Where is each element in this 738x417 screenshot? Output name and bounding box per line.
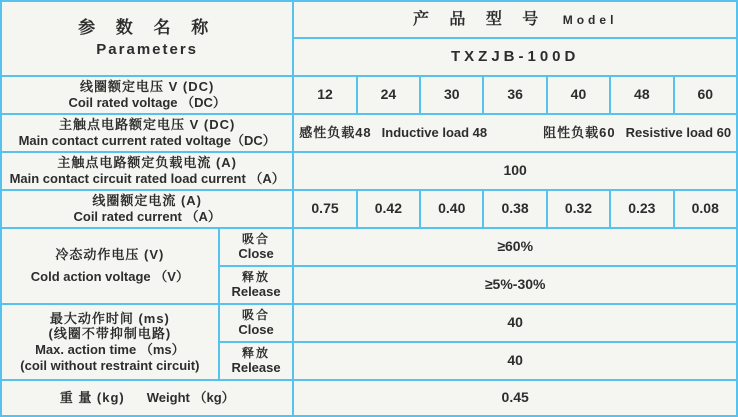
cold-voltage-release-value-cell xyxy=(293,266,737,304)
cold-voltage-label-zh: 冷态动作电压 (V) xyxy=(55,247,165,263)
release-label-en: Release xyxy=(231,284,281,300)
contact-voltage-label-cell xyxy=(1,114,293,152)
cold-voltage-release-value: ≥5%-30% xyxy=(484,276,546,293)
coil-voltage-value xyxy=(483,76,546,114)
contact-current-label-en: Main contact circuit rated load current （A） xyxy=(9,171,285,186)
inductive-load-zh: 感性负载48 xyxy=(299,125,372,141)
max-time-label-en-2: (coil without restraint circuit) xyxy=(20,357,200,373)
max-release-label-zh: 释放 xyxy=(242,346,271,360)
max-release-label-en: Release xyxy=(231,360,281,376)
coil-current-value xyxy=(357,190,420,228)
row-coil-voltage xyxy=(1,76,737,114)
close-label-zh: 吸合 xyxy=(242,232,271,246)
contact-voltage-label-zh: 主触点电路额定电压 V (DC) xyxy=(59,117,236,133)
coil-voltage-label-en: Coil rated voltage （DC） xyxy=(68,95,226,110)
resistive-load-zh: 阻性负载60 xyxy=(543,125,616,141)
cold-voltage-label-en: Cold action voltage （V） xyxy=(30,269,189,284)
row-max-time-close xyxy=(1,304,737,342)
coil-current-value-1: 0.42 xyxy=(374,200,402,217)
coil-current-value-3: 0.38 xyxy=(501,200,529,217)
row-coil-current xyxy=(1,190,737,228)
model-header-cell xyxy=(293,1,737,38)
max-close-label-en: Close xyxy=(238,322,274,338)
coil-current-value xyxy=(420,190,483,228)
cold-voltage-label-cell xyxy=(1,228,219,304)
contact-current-label-cell xyxy=(1,152,293,190)
max-close-label-zh: 吸合 xyxy=(242,308,271,322)
coil-voltage-value xyxy=(547,76,610,114)
coil-voltage-label-zh: 线圈额定电压 V (DC) xyxy=(80,79,215,95)
row-cold-voltage-close xyxy=(1,228,737,266)
params-title-en: Parameters xyxy=(96,40,199,58)
coil-voltage-value-4: 40 xyxy=(570,86,587,103)
coil-voltage-label-cell xyxy=(1,76,293,114)
coil-voltage-value xyxy=(610,76,673,114)
row-contact-voltage xyxy=(1,114,737,152)
max-time-label-zh-1: 最大动作时间 (ms) xyxy=(49,310,170,326)
coil-current-value xyxy=(293,190,356,228)
row-weight xyxy=(1,380,737,416)
model-number: TXZJB-100D xyxy=(450,48,580,66)
coil-voltage-value xyxy=(674,76,738,114)
coil-voltage-value-1: 24 xyxy=(380,86,397,103)
coil-current-value xyxy=(674,190,738,228)
max-time-close-value: 40 xyxy=(507,314,523,331)
coil-current-label-cell xyxy=(1,190,293,228)
coil-current-value-4: 0.32 xyxy=(564,200,593,217)
coil-current-value xyxy=(547,190,610,228)
contact-voltage-value-cell xyxy=(293,114,737,152)
max-time-label-cell xyxy=(1,304,219,380)
model-title-en: Model xyxy=(562,12,618,27)
model-title-zh: 产 品 型 号 xyxy=(412,10,547,28)
weight-label-cell xyxy=(1,380,293,416)
contact-voltage-label-en: Main contact current rated voltage（DC） xyxy=(18,133,276,148)
coil-current-value-2: 0.40 xyxy=(438,200,466,217)
coil-voltage-value-5: 48 xyxy=(634,86,650,103)
cold-voltage-close-value-cell xyxy=(293,228,737,266)
release-label-zh: 释放 xyxy=(242,270,271,284)
contact-current-label-zh: 主触点电路额定负载电流 (A) xyxy=(57,155,237,171)
coil-voltage-value xyxy=(293,76,356,114)
coil-voltage-value-6: 60 xyxy=(697,86,714,103)
contact-current-value: 100 xyxy=(503,162,527,179)
max-time-close-value-cell xyxy=(293,304,737,342)
max-time-release-value: 40 xyxy=(507,352,523,369)
max-time-release-value-cell xyxy=(293,342,737,380)
coil-voltage-value-2: 30 xyxy=(443,86,460,103)
close-label-en: Close xyxy=(238,246,274,262)
coil-current-value-5: 0.23 xyxy=(628,200,656,217)
coil-current-value xyxy=(610,190,673,228)
resistive-load-en: Resistive load 60 xyxy=(625,125,732,141)
inductive-load-en: Inductive load 48 xyxy=(381,125,488,141)
coil-current-label-zh: 线圈额定电流 (A) xyxy=(92,193,202,209)
cold-voltage-close-label-cell xyxy=(219,228,294,266)
cold-voltage-close-value: ≥60% xyxy=(497,238,534,255)
coil-voltage-value-0: 12 xyxy=(317,86,333,103)
contact-current-value-cell xyxy=(293,152,737,190)
max-time-label-zh-2: (线圈不带抑制电路) xyxy=(48,326,172,342)
weight-label-zh: 重 量 (kg) xyxy=(59,390,125,406)
cold-voltage-release-label-cell xyxy=(219,266,294,304)
coil-voltage-value xyxy=(420,76,483,114)
coil-voltage-value-3: 36 xyxy=(507,86,523,103)
coil-voltage-value xyxy=(357,76,420,114)
params-header-cell xyxy=(1,1,293,76)
max-time-release-label-cell xyxy=(219,342,294,380)
weight-value-cell xyxy=(293,380,737,416)
coil-current-value-0: 0.75 xyxy=(311,200,339,217)
max-time-label-en-1: Max. action time （ms） xyxy=(35,342,185,357)
coil-current-value-6: 0.08 xyxy=(691,200,719,217)
params-title-zh: 参 数 名 称 xyxy=(78,18,217,38)
weight-value: 0.45 xyxy=(501,389,529,406)
max-time-close-label-cell xyxy=(219,304,294,342)
row-contact-current xyxy=(1,152,737,190)
weight-label-en: Weight （kg） xyxy=(146,390,235,406)
model-value-cell xyxy=(293,38,737,76)
coil-current-label-en: Coil rated current （A） xyxy=(73,209,221,224)
coil-current-value xyxy=(483,190,546,228)
header-row-model xyxy=(1,1,737,38)
